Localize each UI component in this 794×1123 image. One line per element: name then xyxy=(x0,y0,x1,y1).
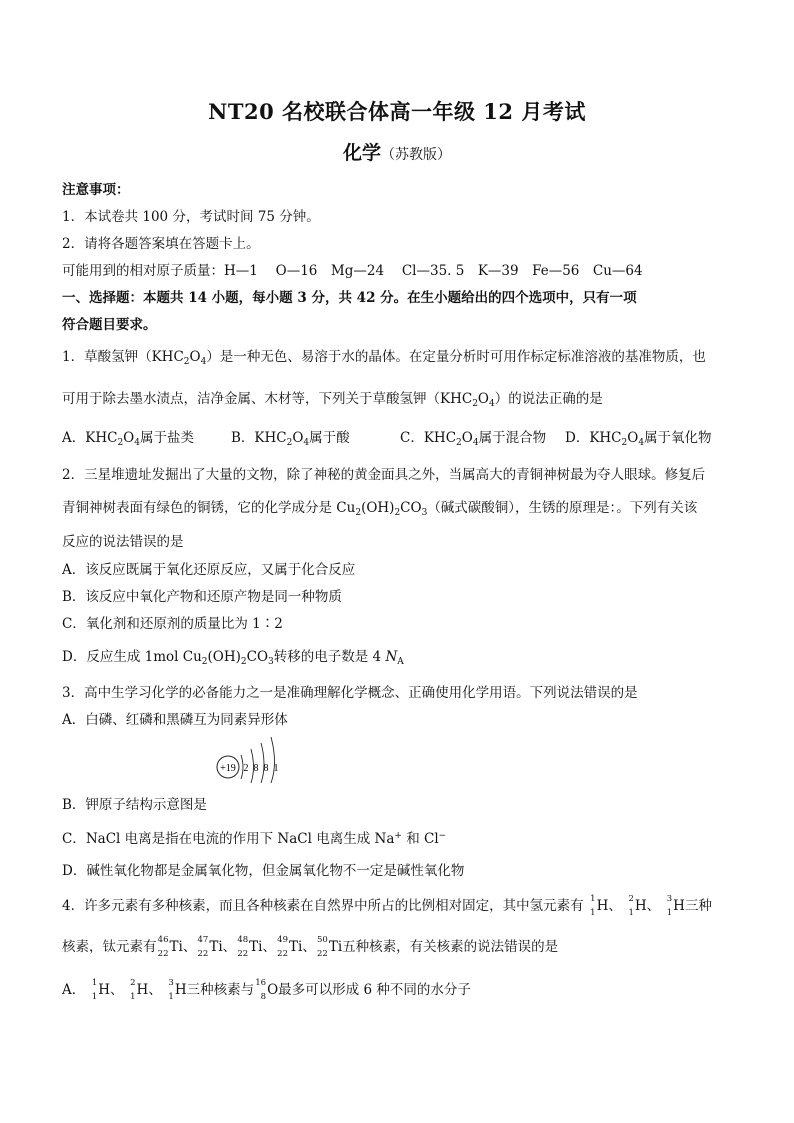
isotope: 16 8 xyxy=(255,978,267,1002)
q4-stem-line2: 核素，钛元素有 46 22 Ti、 47 22 Ti、 48 22 Ti、 49 22 Ti、 50 22 Ti五种核素，有关核素的说法错误的是 xyxy=(62,935,559,959)
q4-option-a[interactable]: A． 1 1 H、 2 1 H、 3 1 H三种核素与 16 8 O最多可以形成 6 种不同的水分子 xyxy=(62,978,471,1002)
shell-electrons: 8 xyxy=(263,763,269,774)
isotope: 2 1 xyxy=(628,894,634,918)
q1-text: ）是一种无色、易溶于水的晶体。在定量分析时可用作标定标准溶液的基准物质，也 xyxy=(206,349,706,365)
subscript: 4 xyxy=(489,399,495,409)
q1-option-a[interactable]: A．$KHC_2O_4$属于盐类 xyxy=(62,430,194,448)
q2-text: （碱式碳酸铜），生锈的原理是：。下列有关该 xyxy=(427,500,698,516)
section-heading-cont: 符合题目要求。 xyxy=(62,317,157,333)
isotope: 47 22 xyxy=(197,935,209,959)
q1-stem-line2 xyxy=(62,387,742,407)
subscript: 2 xyxy=(394,508,401,518)
q3-option-d[interactable]: D．碱性氧化物都是金属氧化物，但金属氧化物不一定是碱性氧化物 xyxy=(62,863,465,879)
isotope: 2 1 xyxy=(130,978,136,1002)
shell-electrons: 1 xyxy=(273,763,279,774)
q2-option-a[interactable]: A．该反应既属于氧化还原反应，又属于化合反应 xyxy=(62,562,356,578)
isotope: 50 22 xyxy=(316,935,328,959)
q1-text: 可用于除去墨水渍点，洁净金属、木材等，下列关于草酸氢钾（KHC xyxy=(62,391,473,407)
q1-option-c[interactable]: C．$KHC_2O_4$属于混合物 xyxy=(400,430,547,448)
q3-option-a[interactable]: A．白磷、红磷和黑磷互为同素异形体 xyxy=(62,712,288,728)
q1-option-b[interactable]: B．$KHC_2O_4$属于酸 xyxy=(231,430,350,448)
q3-stem: 3．高中生学习化学的必备能力之一是准确理解化学概念、正确使用化学用语。下列说法错误的是 xyxy=(62,685,638,701)
subscript: 3 xyxy=(421,508,428,518)
notice-heading: 注意事项： xyxy=(62,182,130,198)
q4-text: 核素，钛元素有 xyxy=(62,939,157,955)
q2-stem-line2 xyxy=(62,496,742,516)
q1-option-d[interactable]: D．$KHC_2O_4$属于氧化物 xyxy=(565,430,712,448)
potassium-atom-diagram xyxy=(214,733,294,789)
q2-stem-line3: 反应的说法错误的是 xyxy=(62,534,184,550)
isotope: 1 1 xyxy=(590,894,596,918)
isotope: 3 1 xyxy=(168,978,174,1002)
nucleus-charge: +19 xyxy=(220,763,236,774)
atomic-masses: 可能用到的相对原子质量：H—1 O—16 Mg—24 Cl—35. 5 K—39 Fe—56 Cu—64 xyxy=(62,263,643,279)
page-title: NT20 名校联合体高一年级 12 月考试 xyxy=(208,99,586,124)
isotope: 1 1 xyxy=(91,978,98,1002)
notice-item: 1．本试卷共 100 分，考试时间 75 分钟。 xyxy=(62,209,320,225)
isotope: 49 22 xyxy=(277,935,288,959)
notice-item: 2．请将各题答案填在答题卡上。 xyxy=(62,236,260,252)
atom-structure-svg xyxy=(214,733,294,785)
q1-stem-line1 xyxy=(62,345,742,365)
q1-text: O xyxy=(477,391,489,407)
q2-text: (OH) xyxy=(361,500,395,516)
shell-electrons: 8 xyxy=(253,763,259,774)
subscript: 2 xyxy=(183,357,190,367)
q1-options xyxy=(62,426,742,448)
q1-text: O xyxy=(189,349,201,365)
q2-text: CO xyxy=(400,500,422,516)
q2-text: 青铜神树表面有绿色的铜锈，它的化学成分是 Cu xyxy=(62,500,356,516)
subscript: 2 xyxy=(355,508,362,518)
subscript: 4 xyxy=(200,357,207,367)
subject-title xyxy=(0,138,794,165)
q3-option-c[interactable]: C．NaCl 电离是指在电流的作用下 NaCl 电离生成 Na+ 和 Cl− xyxy=(62,831,447,847)
q2-option-b[interactable]: B．该反应中氧化产物和还原产物是同一种物质 xyxy=(62,589,342,605)
q3-option-b[interactable]: B．钾原子结构示意图是 xyxy=(62,797,207,813)
q4-text: 三种 xyxy=(684,898,712,914)
q4-text: 4．许多元素有多种核素，而且各种核素在自然界中所占的比例相对固定，其中氢元素有 xyxy=(62,898,584,914)
subscript: 2 xyxy=(472,399,478,409)
shell-electrons: 2 xyxy=(243,763,249,774)
q2-option-d[interactable]: D．反应生成 1mol $Cu_2(OH)_2CO_3$转移的电子数是 4 $N_A$ xyxy=(62,649,404,667)
q4-stem-line1: 4．许多元素有多种核素，而且各种核素在自然界中所占的比例相对固定，其中氢元素有 1 1 H、 2 1 H、 3 1 H三种 xyxy=(62,894,712,918)
q1-text: 1．草酸氢钾（KHC xyxy=(62,349,184,365)
edition-label: （苏教版） xyxy=(381,147,451,163)
electron-shell xyxy=(271,737,275,783)
isotope: 3 1 xyxy=(666,894,673,918)
q2-stem-line1: 2．三星堆遗址发掘出了大量的文物，除了神秘的黄金面具之外，当属高大的青铜神树最为夺人眼球。修复后 xyxy=(62,467,706,483)
subject-name: 化学 xyxy=(342,142,381,164)
section-heading: 一、选择题：本题共 14 小题，每小题 3 分，共 42 分。在生小题给出的四个选项中，只有一项 xyxy=(62,290,637,306)
q1-text: ）的说法正确的是 xyxy=(494,391,603,407)
isotope: 48 22 xyxy=(237,935,249,959)
q2-option-c[interactable]: C．氧化剂和还原剂的质量比为 1∶2 xyxy=(62,616,283,632)
isotope: 46 22 xyxy=(157,935,169,959)
q4-text: 五种核素，有关核素的说法错误的是 xyxy=(342,939,559,955)
